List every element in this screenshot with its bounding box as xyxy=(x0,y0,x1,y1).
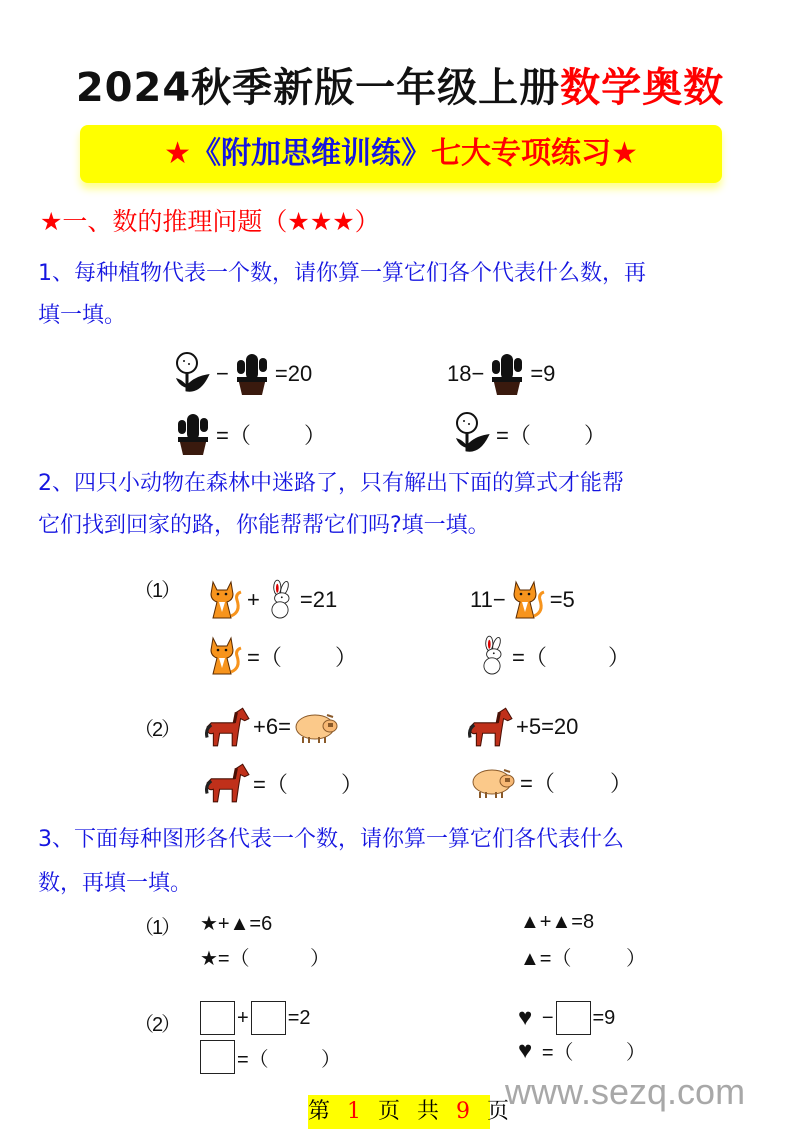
q2-p1-equation-b xyxy=(470,578,575,622)
equation-prefix: 18− xyxy=(447,361,485,386)
heart-icon: ♥ xyxy=(518,1036,533,1064)
answer-blank[interactable]: =（ ） xyxy=(496,422,606,448)
answer-blank[interactable]: =（ ） xyxy=(216,422,326,448)
equation-result: +5=20 xyxy=(516,714,579,739)
q3-p1-equation-b: ▲+▲=8 xyxy=(520,911,595,933)
total-pages: 9 xyxy=(456,1099,471,1124)
equation-result: =2 xyxy=(287,1006,311,1029)
q3-p2-answer-b xyxy=(518,1036,646,1065)
answer-blank[interactable]: =（ ） xyxy=(247,644,357,670)
cactus-icon xyxy=(172,412,214,456)
answer-blank[interactable]: =（ ） xyxy=(541,1042,646,1064)
equation-result: =5 xyxy=(549,587,575,612)
banner-blue-text: 《附加思维训练》 xyxy=(191,136,431,171)
banner-red-text: 七大专项练习 xyxy=(431,136,611,171)
q2-p1-answer-a xyxy=(205,634,357,678)
q3-p2-equation-a xyxy=(200,1001,311,1035)
equation-prefix: 11− xyxy=(470,587,506,612)
equation-result: =9 xyxy=(530,361,556,386)
operator: − xyxy=(216,361,229,386)
q3-p1-answer-a xyxy=(200,942,330,971)
question-3-text: 3、下面每种图形各代表一个数，请你算一算它们各代表什么 xyxy=(38,827,624,852)
operator: + xyxy=(237,1006,249,1029)
q3-part2-label: （2） xyxy=(134,1014,180,1036)
horse-icon xyxy=(205,706,251,748)
cat-icon xyxy=(205,634,245,678)
equation-result: =20 xyxy=(274,361,313,386)
rabbit-icon xyxy=(262,578,298,622)
q2-p2-equation-b xyxy=(468,706,578,748)
title-main: 2024秋季新版一年级上册 xyxy=(75,65,561,111)
q3-p1-answer-b xyxy=(520,942,646,971)
pig-icon xyxy=(470,764,518,800)
watermark: www.sezq.com xyxy=(505,1071,746,1112)
q2-part1-label: （1） xyxy=(134,580,180,602)
square-shape xyxy=(251,1001,286,1035)
section-heading: ★一、数的推理问题（★★★） xyxy=(40,207,380,236)
q1-answer-a xyxy=(172,412,326,456)
question-2-text-cont: 它们找到回家的路，你能帮帮它们吗?填一填。 xyxy=(38,513,490,538)
equation-middle: +6= xyxy=(253,714,291,739)
question-3-text-cont: 数，再填一填。 xyxy=(38,871,193,896)
flower-icon xyxy=(452,412,494,456)
question-1-text-cont: 填一填。 xyxy=(38,303,127,328)
answer-blank[interactable]: =（ ） xyxy=(512,644,630,670)
q3-p1-equation-a: ★+▲=6 xyxy=(200,913,273,935)
q1-equation-a xyxy=(172,352,312,396)
question-1-text: 1、每种植物代表一个数，请你算一算它们各个代表什么数，再 xyxy=(38,261,646,286)
q2-part2-label: （2） xyxy=(134,719,180,741)
q3-part1-label: （1） xyxy=(134,917,180,939)
q2-p2-answer-b xyxy=(470,764,632,800)
title-highlight: 数学奥数 xyxy=(560,65,725,111)
footer-text: 页 共 xyxy=(378,1099,440,1124)
equation-result: =9 xyxy=(592,1006,616,1029)
cat-icon xyxy=(205,578,245,622)
star-icon: ★ xyxy=(611,136,638,171)
flower-icon xyxy=(172,352,214,396)
q2-p2-answer-a xyxy=(205,762,363,804)
answer-blank[interactable]: ★=（ ） xyxy=(200,948,330,970)
answer-blank[interactable]: =（ ） xyxy=(237,1048,341,1071)
square-shape xyxy=(200,1040,235,1074)
pig-icon xyxy=(293,709,341,745)
subtitle-banner xyxy=(80,125,722,183)
q2-p1-equation-a xyxy=(205,578,337,622)
operator: − xyxy=(541,1006,554,1029)
operator: + xyxy=(247,587,260,612)
answer-blank[interactable]: ▲=（ ） xyxy=(520,948,646,970)
q2-p1-answer-b xyxy=(474,634,630,678)
square-shape xyxy=(200,1001,235,1035)
horse-icon xyxy=(468,706,514,748)
q1-equation-b xyxy=(447,352,555,396)
cactus-icon xyxy=(231,352,273,396)
horse-icon xyxy=(205,762,251,804)
answer-blank[interactable]: =（ ） xyxy=(253,771,363,797)
equation-result: =21 xyxy=(299,587,338,612)
cat-icon xyxy=(508,578,548,622)
page-title xyxy=(0,56,800,113)
current-page: 1 xyxy=(347,1099,362,1124)
heart-icon: ♥ xyxy=(518,1004,533,1031)
star-icon: ★ xyxy=(164,136,191,171)
footer-text: 第 xyxy=(308,1099,331,1124)
page-footer xyxy=(308,1095,510,1129)
cactus-icon xyxy=(486,352,528,396)
q2-p2-equation-a xyxy=(205,706,341,748)
q3-p2-equation-b xyxy=(518,1001,615,1035)
q3-p2-answer-a xyxy=(200,1040,341,1074)
question-2-text: 2、四只小动物在森林中迷路了，只有解出下面的算式才能帮 xyxy=(38,471,624,496)
q1-answer-b xyxy=(452,412,606,456)
rabbit-icon xyxy=(474,634,510,678)
square-shape xyxy=(556,1001,591,1035)
footer-text: 页 xyxy=(487,1099,510,1124)
answer-blank[interactable]: =（ ） xyxy=(520,770,632,796)
